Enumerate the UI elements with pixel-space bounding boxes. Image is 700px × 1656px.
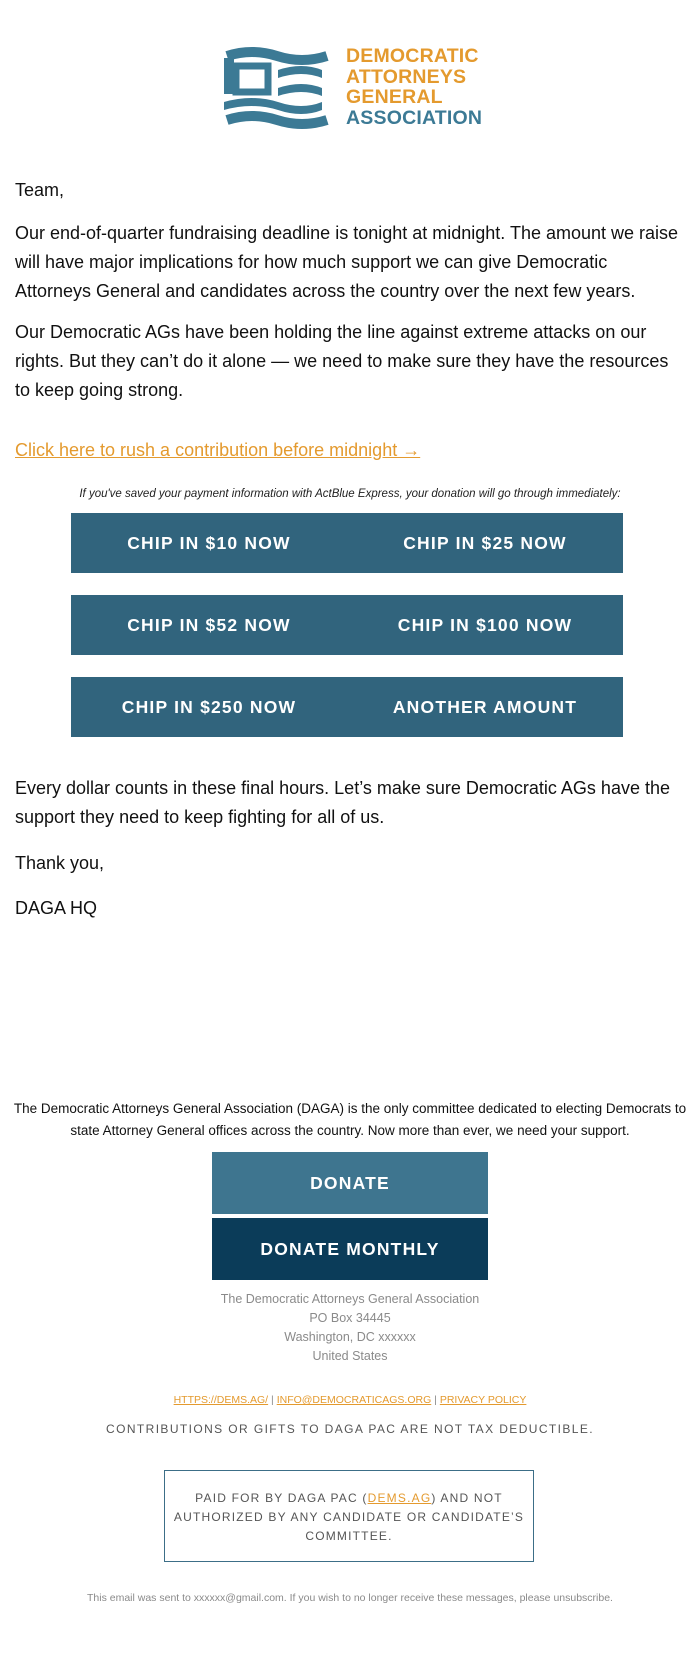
email-link[interactable]: INFO@DEMOCRATICAGS.ORG <box>276 1394 432 1406</box>
greeting: Team, <box>15 180 65 200</box>
chip-in-10-button[interactable]: CHIP IN $10 NOW <box>71 513 347 573</box>
paragraph-final-hours: Every dollar counts in these final hours. Let’s make sure Democratic AGs have the support they need to keep fighting for all of us. <box>15 778 670 827</box>
paragraph-support: Our Democratic AGs have been holding the line against extreme attacks on our rights. But they can’t do it alone — we need to make sure they have the resources to keep going strong. <box>15 322 669 400</box>
donate-button[interactable]: DONATE <box>212 1152 488 1214</box>
footer-about-text: The Democratic Attorneys General Association (DAGA) is the only committee dedicated to electing Democrats to state Attorney General offices across the country. Now more than ever, we need your support. <box>13 1101 687 1138</box>
chip-in-250-button[interactable]: CHIP IN $250 NOW <box>71 677 347 737</box>
logo-line-2: ATTORNEYS <box>346 65 467 88</box>
logo-wordmark <box>346 46 482 128</box>
logo-line-4: ASSOCIATION <box>346 106 483 129</box>
paragraph-deadline: Our end-of-quarter fundraising deadline is tonight at midnight. The amount we raise will have major implications for how much support we can give Democratic Attorneys General and candidates across the country over the next few years. <box>15 223 679 301</box>
paid-for-disclaimer <box>164 1470 534 1562</box>
paid-for-suffix: ) AND NOT AUTHORIZED BY ANY CANDIDATE OR CANDIDATE’S COMMITTEE. <box>173 1491 525 1543</box>
chip-in-100-button[interactable]: CHIP IN $100 NOW <box>347 595 623 655</box>
website-link[interactable]: HTTPS://DEMS.AG/ <box>173 1394 269 1406</box>
address-city: Washington, DC xxxxxx <box>284 1330 416 1344</box>
link-separator: | <box>271 1394 274 1406</box>
chip-in-52-button[interactable]: CHIP IN $52 NOW <box>71 595 347 655</box>
another-amount-button[interactable]: ANOTHER AMOUNT <box>347 677 623 737</box>
logo-line-3: GENERAL <box>346 86 443 108</box>
donate-monthly-button[interactable]: DONATE MONTHLY <box>212 1218 488 1280</box>
footer-links <box>0 1394 700 1406</box>
paid-for-prefix: PAID FOR BY DAGA PAC ( <box>195 1491 368 1505</box>
address-po: PO Box 34445 <box>309 1311 391 1325</box>
chip-in-25-button[interactable]: CHIP IN $25 NOW <box>347 513 623 573</box>
logo-line-1: DEMOCRATIC <box>346 45 479 67</box>
link-separator: | <box>434 1394 437 1406</box>
signoff: Thank you, <box>15 853 105 873</box>
dems-ag-link[interactable]: DEMS.AG <box>367 1491 432 1505</box>
privacy-policy-link[interactable]: PRIVACY POLICY <box>439 1394 527 1406</box>
tax-disclaimer: CONTRIBUTIONS OR GIFTS TO DAGA PAC ARE NOT TAX DEDUCTIBLE. <box>106 1422 594 1436</box>
actblue-express-note: If you've saved your payment information with ActBlue Express, your donation will go through immediately: <box>79 488 621 500</box>
address-country: United States <box>312 1349 388 1363</box>
address-org: The Democratic Attorneys General Association <box>220 1292 480 1306</box>
signature: DAGA HQ <box>15 898 98 918</box>
rush-contribution-link[interactable]: Click here to rush a contribution before midnight → <box>15 440 421 460</box>
unsubscribe-text[interactable]: This email was sent to xxxxxx@gmail.com. If you wish to no longer receive these messages, please unsubscribe. <box>87 1592 613 1604</box>
